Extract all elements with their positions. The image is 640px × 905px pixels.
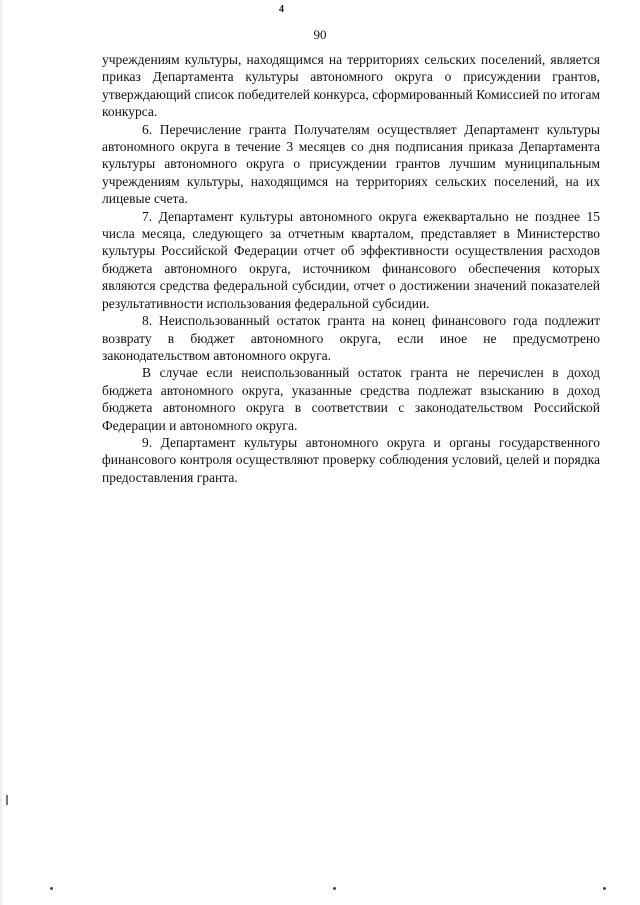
document-body bbox=[102, 51, 600, 486]
scan-dot-right bbox=[603, 887, 606, 890]
scan-dot-left bbox=[50, 887, 53, 890]
paragraph-item-8-clause: В случае если неиспользованный остаток гранта не перечислен в доход бюджета автономного округа, указанные средства подлежат взысканию в доход бюджета автономного округа в соответствии с законодательством Российской Федерации и автономного округа. bbox=[102, 365, 600, 433]
paragraph-item-7: 7. Департамент культуры автономного округа ежеквартально не позднее 15 числа месяца, следующего за отчетным кварталом, представляет в Министерство культуры Российской Федерации отчет об эффективности осуществления расходов бюджета автономного округа, источником финансового обеспечения которых являются средства федеральной субсидии, отчет о достижении значений показателей результативности использования федеральной субсидии. bbox=[102, 208, 600, 311]
paragraph-item-8: 8. Неиспользованный остаток гранта на конец финансового года подлежит возврату в бюджет автономного округа, если иное не предусмотрено законодательством автономного округа. bbox=[102, 313, 600, 363]
scan-dot-center bbox=[333, 887, 336, 890]
paragraph-item-6: 6. Перечисление гранта Получателям осуществляет Департамент культуры автономного округа в течение 3 месяцев со дня подписания приказа Департамента культуры автономного округа о присуждении грантов лучшим муниципальным учреждениям культуры, находящимся на территориях сельских поселений, на их лицевые счета. bbox=[102, 121, 600, 207]
paragraph-continuation: учреждениям культуры, находящимся на территориях сельских поселений, является приказ Департамента культуры автономного округа о присуждении грантов, утверждающий список победителей конкурса, сформированный Комиссией по итогам конкурса. bbox=[102, 52, 600, 120]
scan-mark bbox=[6, 795, 8, 805]
scan-edge-shadow bbox=[0, 0, 4, 905]
top-mark: 4 bbox=[279, 4, 284, 15]
paragraph-item-9: 9. Департамент культуры автономного округа и органы государственного финансового контроля осуществляют проверку соблюдения условий, целей и порядка предоставления гранта. bbox=[102, 434, 600, 485]
page-number: 90 bbox=[313, 27, 327, 42]
